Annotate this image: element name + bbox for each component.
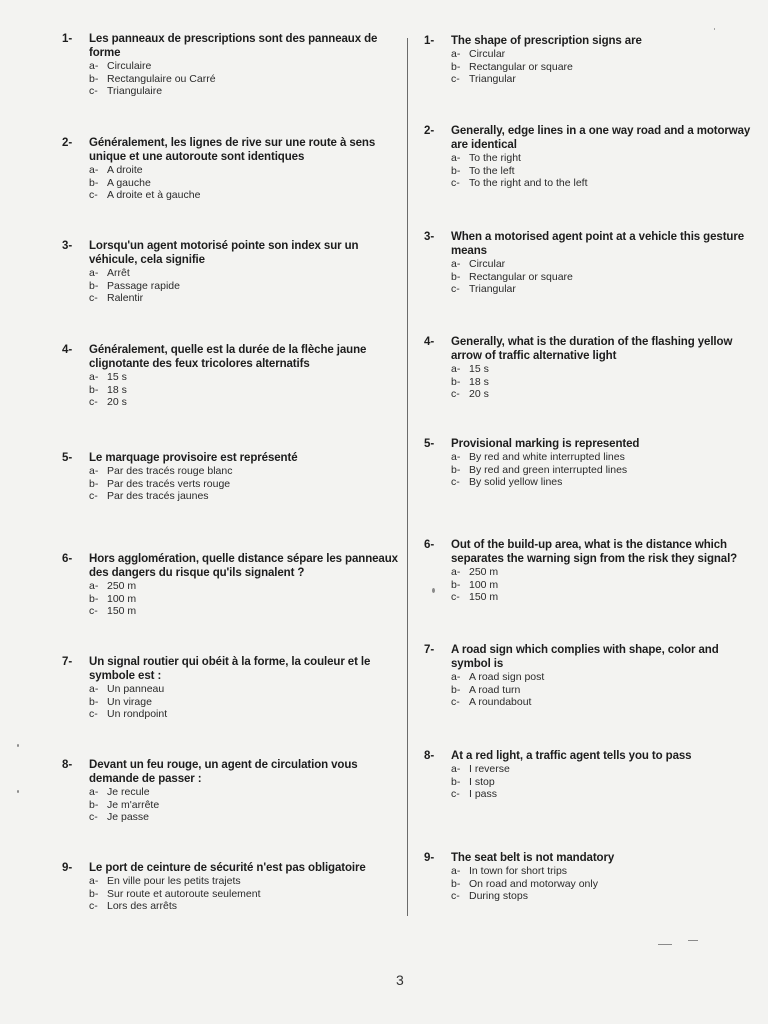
option-text: By red and white interrupted lines (469, 451, 625, 463)
question-block (62, 343, 402, 409)
question-number: 6- (62, 553, 73, 565)
option-text: En ville pour les petits trajets (107, 875, 241, 887)
option-text: Lors des arrêts (107, 900, 178, 912)
option-list (451, 48, 754, 86)
question-number: 7- (424, 644, 435, 656)
option-letter: a- (451, 566, 461, 578)
answer-option (89, 605, 402, 618)
answer-option (89, 478, 402, 491)
option-letter: c- (89, 396, 98, 408)
answer-option (89, 786, 402, 799)
option-letter: b- (451, 60, 461, 73)
answer-option (451, 283, 754, 296)
option-text: Circulaire (107, 60, 152, 72)
option-text: I stop (469, 775, 495, 788)
option-letter: c- (451, 177, 460, 189)
question-text: Généralement, les lignes de rive sur une route à sens unique et une autoroute sont identiques (89, 137, 376, 163)
question-block (62, 136, 402, 202)
option-letter: b- (451, 164, 461, 177)
option-letter: c- (451, 591, 460, 603)
option-letter: c- (451, 890, 460, 902)
option-text: During stops (469, 890, 528, 902)
question-block (424, 851, 754, 903)
option-letter: a- (451, 258, 461, 270)
scan-speck (658, 944, 672, 945)
option-letter: b- (451, 877, 461, 890)
option-text: A road turn (469, 683, 521, 696)
option-text: 150 m (107, 605, 137, 617)
answer-option (89, 189, 402, 202)
option-text: Triangular (469, 73, 516, 85)
question-block (424, 124, 754, 190)
question-block (424, 34, 754, 86)
answer-option (451, 152, 754, 165)
question-number: 2- (424, 125, 435, 137)
option-letter: a- (89, 683, 99, 695)
answer-option (89, 900, 402, 913)
option-letter: a- (89, 580, 99, 592)
answer-option (89, 267, 402, 280)
option-letter: c- (451, 73, 460, 85)
answer-option (89, 799, 402, 812)
question-block (62, 239, 402, 305)
option-letter: c- (89, 292, 98, 304)
answer-option (451, 388, 754, 401)
option-list (89, 465, 402, 503)
option-letter: b- (451, 270, 461, 283)
answer-option (89, 875, 402, 888)
option-text: Je passe (107, 811, 150, 823)
question-text: Lorsqu'un agent motorisé pointe son index sur un véhicule, cela signifie (89, 240, 359, 266)
question-text: Le port de ceinture de sécurité n'est pas obligatoire (89, 862, 366, 874)
answer-option (89, 384, 402, 397)
answer-option (451, 865, 754, 878)
option-text: Un rondpoint (107, 708, 168, 720)
option-letter: a- (451, 363, 461, 375)
answer-option (451, 363, 754, 376)
question-number: 5- (424, 438, 435, 450)
question-text: Generally, edge lines in a one way road and a motorway are identical (451, 125, 751, 151)
answer-option (89, 696, 402, 709)
option-text: In town for short trips (469, 865, 568, 877)
option-letter: c- (89, 900, 98, 912)
option-text: Sur route et autoroute seulement (107, 887, 261, 900)
question-block (424, 437, 754, 489)
option-letter: a- (451, 763, 461, 775)
answer-option (451, 579, 754, 592)
answer-option (89, 396, 402, 409)
option-text: On road and motorway only (469, 877, 598, 890)
scan-speck (432, 588, 435, 593)
option-text: Passage rapide (107, 279, 180, 292)
option-list (451, 451, 754, 489)
option-text: I reverse (469, 763, 510, 775)
question-block (62, 451, 402, 503)
question-number: 9- (62, 862, 73, 874)
option-letter: a- (89, 465, 99, 477)
question-text: Devant un feu rouge, un agent de circulation vous demande de passer : (89, 759, 358, 785)
answer-option (89, 580, 402, 593)
option-letter: c- (451, 476, 460, 488)
answer-option (89, 465, 402, 478)
option-letter: b- (451, 775, 461, 788)
option-text: A road sign post (469, 671, 545, 683)
option-list (89, 580, 402, 618)
option-text: Rectangular or square (469, 60, 573, 73)
option-text: By solid yellow lines (469, 476, 563, 488)
option-list (89, 683, 402, 721)
option-text: I pass (469, 788, 498, 800)
question-number: 3- (424, 231, 435, 243)
option-letter: a- (451, 865, 461, 877)
option-letter: a- (89, 786, 99, 798)
option-letter: b- (89, 383, 99, 396)
answer-option (451, 464, 754, 477)
option-text: By red and green interrupted lines (469, 463, 628, 476)
option-text: Circular (469, 48, 506, 60)
option-text: Je recule (107, 786, 150, 798)
answer-option (451, 878, 754, 891)
option-letter: c- (89, 811, 98, 823)
question-number: 1- (62, 33, 73, 45)
option-text: To the left (469, 164, 515, 177)
option-text: To the right and to the left (469, 177, 588, 189)
answer-option (451, 776, 754, 789)
answer-option (89, 683, 402, 696)
option-text: 100 m (469, 578, 499, 591)
option-text: Triangular (469, 283, 516, 295)
answer-option (451, 48, 754, 61)
question-number: 5- (62, 452, 73, 464)
answer-option (451, 890, 754, 903)
option-letter: b- (89, 695, 99, 708)
question-text: When a motorised agent point at a vehicle this gesture means (451, 231, 745, 257)
answer-option (451, 788, 754, 801)
question-text: Les panneaux de prescriptions sont des panneaux de forme (89, 33, 378, 59)
option-text: Je m'arrête (107, 798, 160, 811)
option-text: 20 s (469, 388, 489, 400)
option-list (89, 786, 402, 824)
answer-option (89, 177, 402, 190)
answer-option (89, 593, 402, 606)
option-text: Un panneau (107, 683, 165, 695)
question-number: 3- (62, 240, 73, 252)
question-text: Un signal routier qui obéit à la forme, la couleur et le symbole est : (89, 656, 371, 682)
scan-speck (17, 790, 19, 793)
option-text: Triangulaire (107, 85, 163, 97)
option-letter: c- (451, 788, 460, 800)
question-text: The shape of prescription signs are (451, 35, 642, 47)
column-divider (407, 38, 408, 916)
question-block (62, 758, 402, 824)
option-text: 15 s (469, 363, 489, 375)
option-letter: b- (451, 683, 461, 696)
option-list (89, 267, 402, 305)
option-list (89, 164, 402, 202)
option-letter: a- (89, 60, 99, 72)
option-letter: b- (89, 72, 99, 85)
option-letter: a- (89, 164, 99, 176)
option-letter: b- (89, 798, 99, 811)
scan-speck (714, 28, 715, 30)
option-letter: a- (89, 371, 99, 383)
option-text: 150 m (469, 591, 499, 603)
answer-option (89, 60, 402, 73)
option-list (451, 566, 754, 604)
question-text: A road sign which complies with shape, color and symbol is (451, 644, 719, 670)
question-number: 2- (62, 137, 73, 149)
question-block (424, 230, 754, 296)
answer-option (89, 73, 402, 86)
option-text: Un virage (107, 695, 152, 708)
option-letter: b- (89, 176, 99, 189)
answer-option (451, 165, 754, 178)
answer-option (89, 888, 402, 901)
option-letter: a- (451, 48, 461, 60)
option-letter: b- (451, 578, 461, 591)
question-number: 8- (62, 759, 73, 771)
question-text: Out of the build-up area, what is the distance which separates the warning sign from the risk they signal? (451, 539, 738, 565)
question-number: 6- (424, 539, 435, 551)
answer-option (89, 371, 402, 384)
option-letter: b- (89, 477, 99, 490)
option-letter: c- (451, 696, 460, 708)
option-letter: c- (451, 283, 460, 295)
option-text: 20 s (107, 396, 127, 408)
answer-option (451, 177, 754, 190)
answer-option (451, 73, 754, 86)
answer-option (451, 566, 754, 579)
option-text: Ralentir (107, 292, 144, 304)
question-number: 4- (424, 336, 435, 348)
option-list (451, 671, 754, 709)
answer-option (89, 85, 402, 98)
question-number: 1- (424, 35, 435, 47)
option-text: 100 m (107, 592, 137, 605)
answer-option (451, 258, 754, 271)
scan-speck (688, 940, 698, 941)
answer-option (451, 696, 754, 709)
option-letter: a- (89, 267, 99, 279)
option-letter: b- (451, 375, 461, 388)
answer-option (89, 164, 402, 177)
option-text: Circular (469, 258, 506, 270)
option-letter: c- (89, 605, 98, 617)
option-text: Par des tracés verts rouge (107, 477, 231, 490)
option-letter: b- (89, 592, 99, 605)
question-text: Generally, what is the duration of the flashing yellow arrow of traffic alternative light (451, 336, 733, 362)
question-block (62, 861, 402, 913)
option-letter: b- (451, 463, 461, 476)
option-letter: c- (89, 490, 98, 502)
option-list (89, 875, 402, 913)
question-text: At a red light, a traffic agent tells you to pass (451, 750, 692, 762)
option-text: A gauche (107, 176, 151, 189)
option-text: Par des tracés rouge blanc (107, 465, 233, 477)
scan-speck (17, 744, 19, 747)
answer-option (89, 292, 402, 305)
question-number: 9- (424, 852, 435, 864)
option-text: 250 m (469, 566, 499, 578)
question-block (424, 749, 754, 801)
option-letter: a- (451, 671, 461, 683)
option-letter: b- (89, 279, 99, 292)
answer-option (451, 451, 754, 464)
option-list (89, 60, 402, 98)
option-text: To the right (469, 152, 521, 164)
option-text: 250 m (107, 580, 137, 592)
option-list (89, 371, 402, 409)
option-letter: a- (451, 451, 461, 463)
answer-option (451, 591, 754, 604)
option-text: Par des tracés jaunes (107, 490, 209, 502)
question-block (424, 335, 754, 401)
question-block (424, 538, 754, 604)
question-number: 7- (62, 656, 73, 668)
option-letter: c- (89, 708, 98, 720)
option-text: Rectangulaire ou Carré (107, 72, 216, 85)
question-number: 8- (424, 750, 435, 762)
option-text: 18 s (469, 375, 489, 388)
answer-option (451, 671, 754, 684)
option-letter: b- (89, 887, 99, 900)
question-text: Hors agglomération, quelle distance sépare les panneaux des dangers du risque qu'ils signalent ? (89, 553, 398, 579)
option-list (451, 258, 754, 296)
answer-option (451, 376, 754, 389)
question-text: Provisional marking is represented (451, 438, 640, 450)
answer-option (89, 811, 402, 824)
answer-option (89, 490, 402, 503)
question-block (62, 552, 402, 618)
option-text: A roundabout (469, 696, 532, 708)
option-text: 18 s (107, 383, 127, 396)
question-text: Généralement, quelle est la durée de la flèche jaune clignotante des feux tricolores alternatifs (89, 344, 367, 370)
option-list (451, 865, 754, 903)
option-list (451, 152, 754, 190)
question-block (62, 655, 402, 721)
option-text: Rectangular or square (469, 270, 573, 283)
option-letter: a- (451, 152, 461, 164)
option-list (451, 363, 754, 401)
answer-option (451, 763, 754, 776)
option-letter: a- (89, 875, 99, 887)
option-list (451, 763, 754, 801)
page-number: 3 (396, 972, 404, 988)
question-text: The seat belt is not mandatory (451, 852, 615, 864)
answer-option (451, 271, 754, 284)
question-block (62, 32, 402, 98)
option-letter: c- (451, 388, 460, 400)
question-text: Le marquage provisoire est représenté (89, 452, 298, 464)
option-letter: c- (89, 189, 98, 201)
answer-option (451, 61, 754, 74)
option-text: Arrêt (107, 267, 130, 279)
option-text: 15 s (107, 371, 127, 383)
option-letter: c- (89, 85, 98, 97)
option-text: A droite (107, 164, 143, 176)
answer-option (451, 476, 754, 489)
answer-option (89, 280, 402, 293)
option-text: A droite et à gauche (107, 189, 201, 201)
question-number: 4- (62, 344, 73, 356)
answer-option (89, 708, 402, 721)
answer-option (451, 684, 754, 697)
question-block (424, 643, 754, 709)
